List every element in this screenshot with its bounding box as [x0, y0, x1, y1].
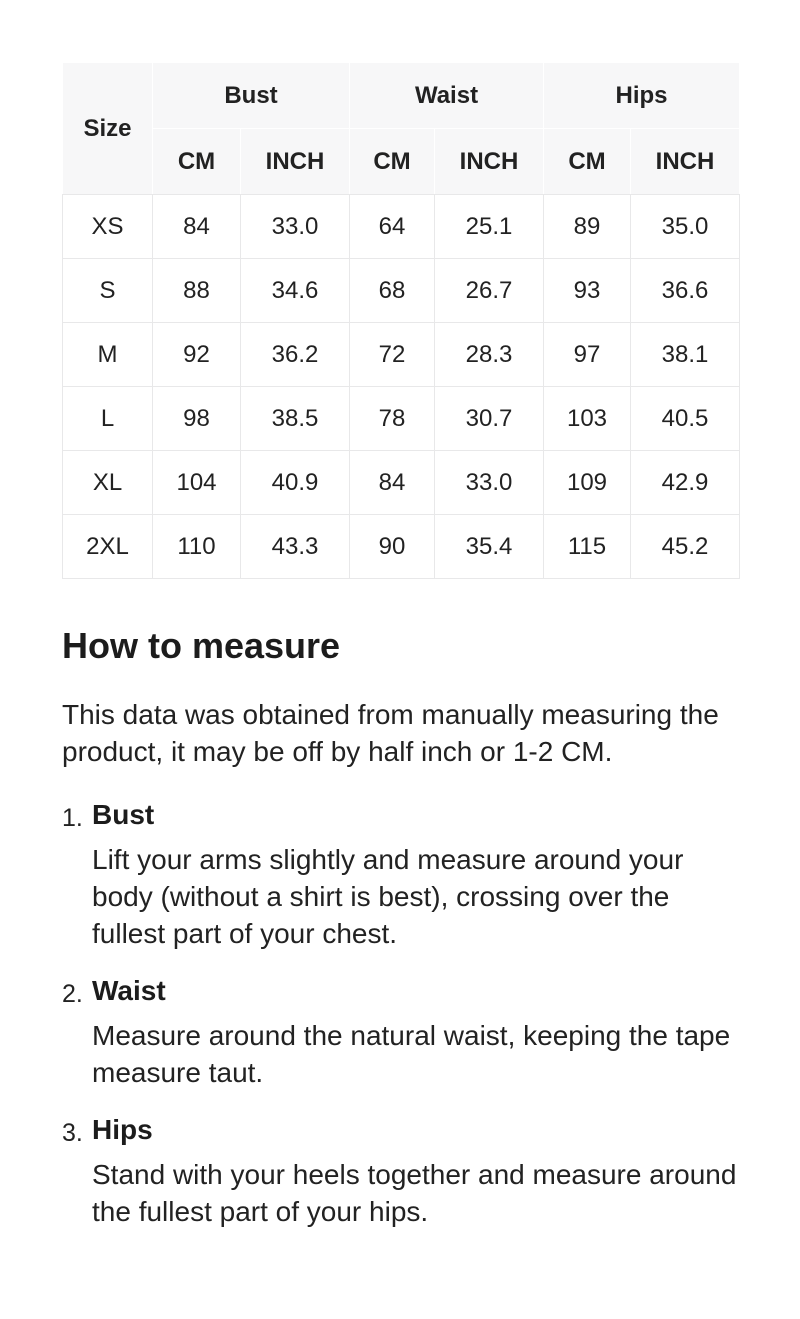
- measurement-cell: 72: [350, 323, 435, 387]
- group-header-bust: Bust: [153, 63, 350, 129]
- intro-paragraph: This data was obtained from manually measuring the product, it may be off by half inch or 1-2 CM.: [62, 699, 719, 768]
- measurement-cell: 38.5: [241, 387, 350, 451]
- group-header-hips: Hips: [544, 63, 740, 129]
- list-item-bust: [62, 798, 738, 952]
- step-body: [92, 1113, 738, 1230]
- list-item-hips: [62, 1113, 738, 1230]
- measurement-cell: 35.4: [435, 515, 544, 579]
- measurement-cell: 38.1: [631, 323, 740, 387]
- measurement-cell: 33.0: [241, 195, 350, 259]
- step-term: Bust: [92, 799, 155, 831]
- step-term: Hips: [92, 1114, 153, 1146]
- size-cell: S: [63, 259, 153, 323]
- measurement-cell: 30.7: [435, 387, 544, 451]
- measurement-cell: 92: [153, 323, 241, 387]
- unit-header-bust-cm: CM: [153, 129, 241, 195]
- measurement-cell: 89: [544, 195, 631, 259]
- measurement-cell: 88: [153, 259, 241, 323]
- measurement-cell: 110: [153, 515, 241, 579]
- step-number: 3.: [62, 1119, 83, 1148]
- measurement-cell: 40.5: [631, 387, 740, 451]
- size-cell: L: [63, 387, 153, 451]
- table-row: [63, 195, 740, 259]
- list-item-waist: [62, 974, 738, 1091]
- step-number: 2.: [62, 980, 83, 1009]
- measurement-cell: 36.6: [631, 259, 740, 323]
- measurement-cell: 103: [544, 387, 631, 451]
- size-cell: XS: [63, 195, 153, 259]
- how-to-measure-title: How to measure: [62, 625, 341, 666]
- measurement-cell: 34.6: [241, 259, 350, 323]
- measurement-cell: 43.3: [241, 515, 350, 579]
- unit-header-waist-inch: INCH: [435, 129, 544, 195]
- table-group-header-row: [63, 63, 740, 129]
- unit-header-waist-cm: CM: [350, 129, 435, 195]
- measurement-cell: 104: [153, 451, 241, 515]
- measurement-cell: 40.9: [241, 451, 350, 515]
- measurement-cell: 93: [544, 259, 631, 323]
- measurement-cell: 64: [350, 195, 435, 259]
- table-row: [63, 259, 740, 323]
- step-description: Measure around the natural waist, keeping the tape measure taut.: [92, 1020, 731, 1089]
- step-body: [92, 798, 738, 952]
- step-body: [92, 974, 738, 1091]
- measurement-cell: 109: [544, 451, 631, 515]
- measurement-cell: 115: [544, 515, 631, 579]
- size-chart-table: [62, 62, 740, 579]
- measurement-cell: 84: [350, 451, 435, 515]
- unit-header-hips-cm: CM: [544, 129, 631, 195]
- measurement-cell: 78: [350, 387, 435, 451]
- size-cell: 2XL: [63, 515, 153, 579]
- measurement-cell: 98: [153, 387, 241, 451]
- unit-header-bust-inch: INCH: [241, 129, 350, 195]
- step-description: Lift your arms slightly and measure around your body (without a shirt is best), crossing over the fullest part of your chest.: [92, 844, 684, 950]
- measurement-cell: 45.2: [631, 515, 740, 579]
- table-row: [63, 387, 740, 451]
- step-term: Waist: [92, 975, 166, 1007]
- measurement-cell: 36.2: [241, 323, 350, 387]
- size-cell: M: [63, 323, 153, 387]
- measurement-cell: 33.0: [435, 451, 544, 515]
- measure-steps-list: [62, 798, 738, 1230]
- measurement-cell: 68: [350, 259, 435, 323]
- size-guide-panel: [62, 62, 738, 1230]
- measurement-cell: 25.1: [435, 195, 544, 259]
- measurement-cell: 35.0: [631, 195, 740, 259]
- unit-header-hips-inch: INCH: [631, 129, 740, 195]
- measurement-cell: 97: [544, 323, 631, 387]
- group-header-waist: Waist: [350, 63, 544, 129]
- table-row: [63, 323, 740, 387]
- table-row: [63, 451, 740, 515]
- size-column-header: Size: [63, 63, 153, 195]
- measurement-cell: 42.9: [631, 451, 740, 515]
- table-unit-header-row: [63, 129, 740, 195]
- size-cell: XL: [63, 451, 153, 515]
- step-description: Stand with your heels together and measure around the fullest part of your hips.: [92, 1159, 737, 1228]
- table-row: [63, 515, 740, 579]
- measurement-cell: 28.3: [435, 323, 544, 387]
- step-number: 1.: [62, 804, 83, 833]
- measurement-cell: 84: [153, 195, 241, 259]
- measurement-cell: 26.7: [435, 259, 544, 323]
- measurement-cell: 90: [350, 515, 435, 579]
